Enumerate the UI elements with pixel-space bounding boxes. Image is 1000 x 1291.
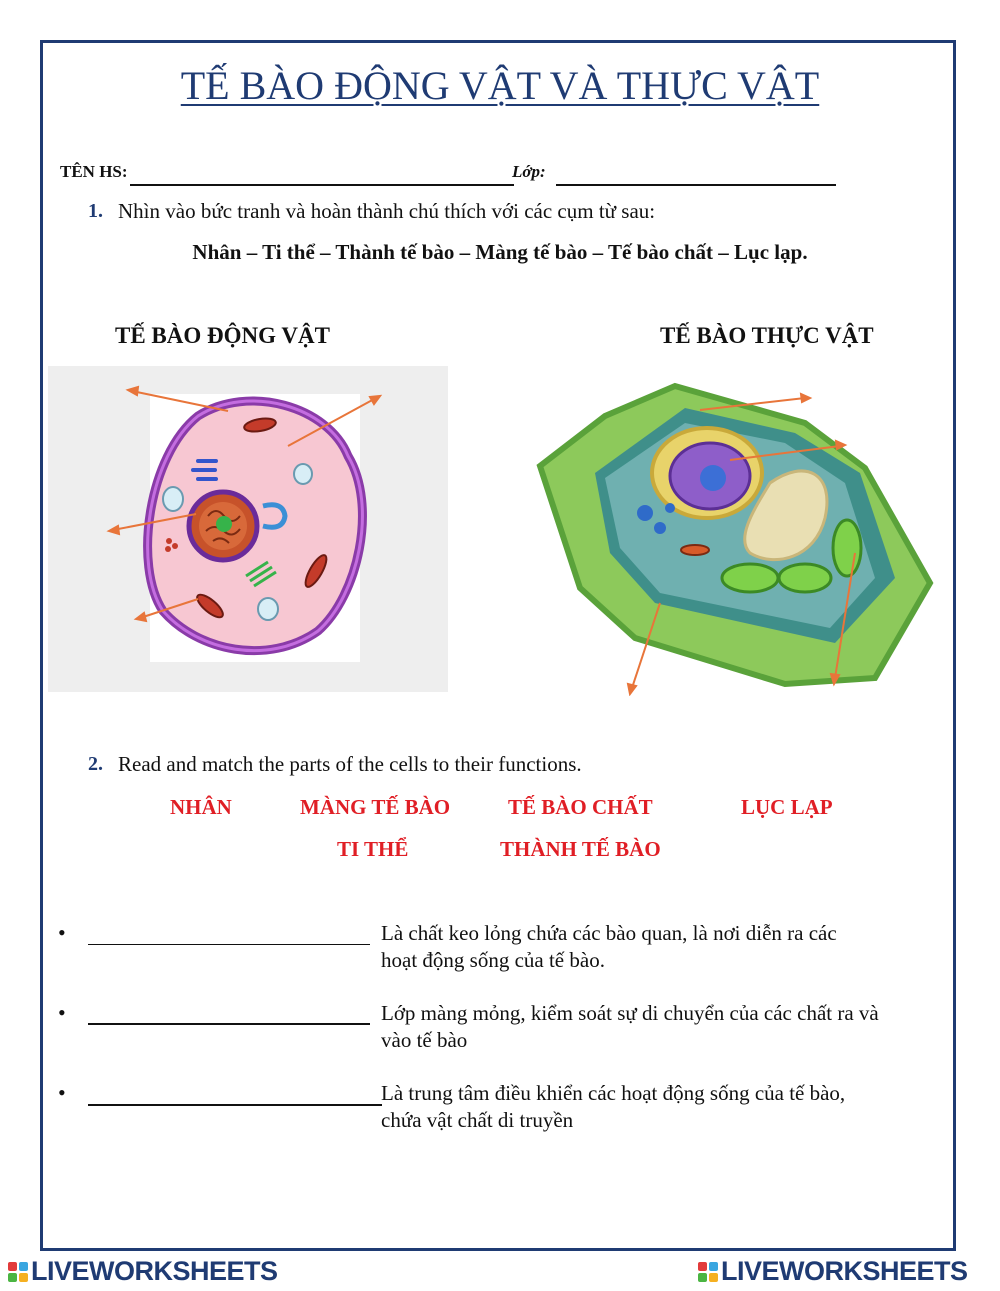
logo-text: LIVEWORKSHEETS [721,1256,968,1286]
bullet: • [58,1080,66,1105]
answer-input-3[interactable] [88,1080,382,1106]
plant-cell-heading: TẾ BÀO THỰC VẬT [660,323,874,348]
plant-cell-illustration [535,378,935,696]
page-title: TẾ BÀO ĐỘNG VẬT VÀ THỰC VẬT [180,63,820,108]
q2-number: 2. [88,753,103,775]
answer-input-1[interactable] [88,920,370,945]
liveworksheets-logo-icon [698,1262,718,1282]
q1-word-bank: Nhân – Ti thể – Thành tế bào – Màng tế bào – Tế bào chất – Lục lạp. [192,240,808,264]
q1-number: 1. [88,200,103,222]
liveworksheets-logo [8,1256,278,1287]
student-name-input[interactable] [130,160,514,186]
animal-cell-heading: TẾ BÀO ĐỘNG VẬT [115,323,330,348]
bullet: • [58,920,66,945]
function-2-line1: Lớp màng mỏng, kiểm soát sự di chuyển của các chất ra và [381,1001,879,1025]
student-name-label: TÊN HS: [60,162,128,181]
function-3-line2: chứa vật chất di truyền [381,1108,574,1132]
function-1-line1: Là chất keo lỏng chứa các bào quan, là nơi diễn ra các [381,921,837,945]
function-1-line2: hoạt động sống của tế bào. [381,948,605,972]
animal-cell-illustration [48,366,448,692]
word-nhan: NHÂN [170,795,232,819]
class-input[interactable] [556,160,836,186]
word-thanh-te-bao: THÀNH TẾ BÀO [500,837,661,861]
logo-text: LIVEWORKSHEETS [31,1256,278,1286]
function-2-line2: vào tế bào [381,1028,468,1052]
word-ti-the: TI THỂ [337,837,409,861]
liveworksheets-logo-icon [8,1262,28,1282]
liveworksheets-logo [698,1256,968,1287]
answer-input-2[interactable] [88,999,370,1025]
bullet: • [58,1000,66,1025]
q1-instruction: Nhìn vào bức tranh và hoàn thành chú thích với các cụm từ sau: [118,199,656,223]
word-mang-te-bao: MÀNG TẾ BÀO [300,795,451,819]
class-label: Lớp: [512,162,546,181]
word-te-bao-chat: TẾ BÀO CHẤT [508,795,653,819]
word-luc-lap: LỤC LẠP [741,795,833,819]
function-3-line1: Là trung tâm điều khiển các hoạt động sống của tế bào, [381,1081,846,1105]
q2-instruction: Read and match the parts of the cells to their functions. [118,752,582,776]
